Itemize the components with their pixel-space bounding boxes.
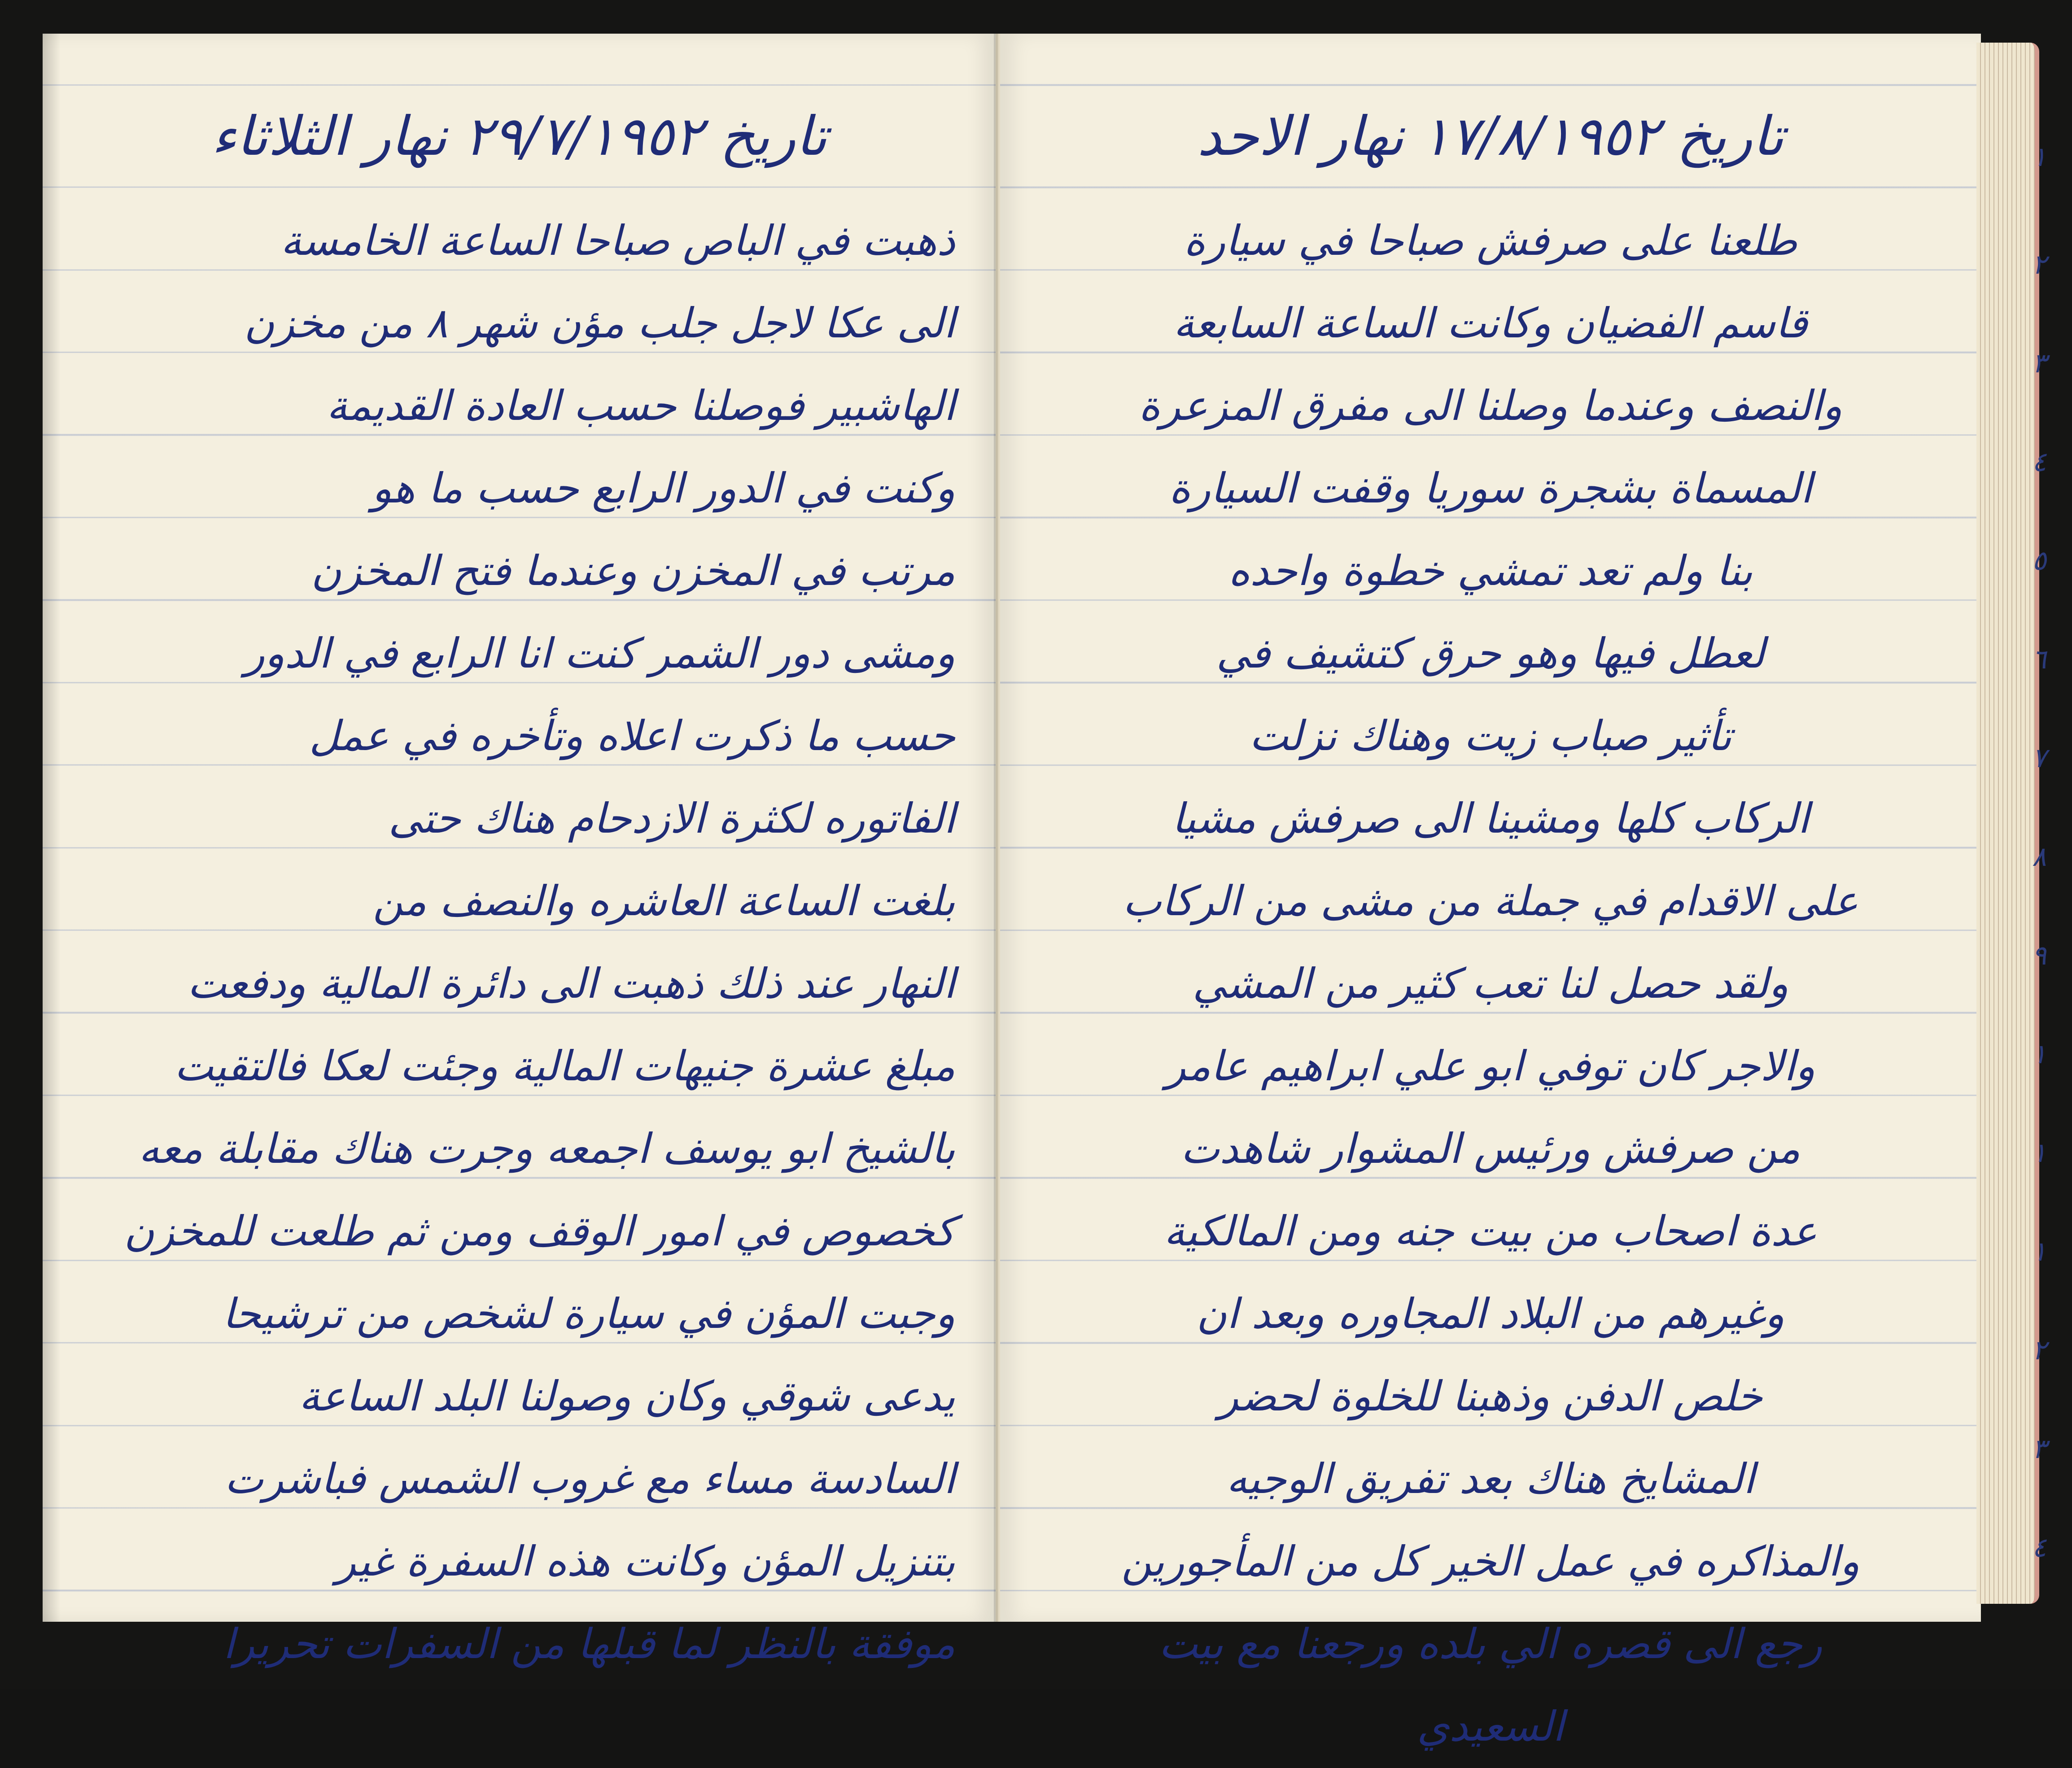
handwritten-line: ومشى دور الشمر كنت انا الرابع في الدور — [245, 629, 955, 677]
handwritten-line: وكنت في الدور الرابع حسب ما هو — [372, 464, 955, 512]
handwritten-line: مبلغ عشرة جنيهات المالية وجئت لعكا فالتقيت — [174, 1042, 955, 1090]
margin-mark: ٤ — [2032, 1532, 2047, 1563]
margin-mark: ١ — [2032, 141, 2047, 173]
handwritten-line: النهار عند ذلك ذهبت الى دائرة المالية ودفعت — [187, 960, 955, 1008]
handwritten-line: الركاب كلها ومشينا الى صرفش مشيا — [1172, 795, 1810, 843]
handwritten-line: مرتب في المخزن وعندما فتح المخزن — [311, 547, 955, 595]
handwritten-line: رجع الى قصره الي بلده ورجعنا مع بيت — [1158, 1620, 1823, 1668]
handwritten-line: والنصف وعندما وصلنا الى مفرق المزعرة — [1138, 382, 1843, 430]
handwritten-line: تأثير صباب زيت وهناك نزلت — [1249, 712, 1732, 760]
open-notebook — [43, 34, 2048, 1751]
margin-mark: ٢ — [2032, 249, 2047, 280]
margin-mark: ٣ — [2032, 1433, 2047, 1465]
handwritten-line: ذهبت في الباص صباحا الساعة الخامسة — [280, 217, 955, 265]
handwritten-line: الفاتوره لكثرة الازدحام هناك حتى — [388, 795, 955, 843]
handwritten-line: المشايخ هناك بعد تفريق الوجيه — [1226, 1455, 1755, 1503]
margin-mark: ٤ — [2032, 446, 2047, 478]
handwritten-line: موفقة بالنظر لما قبلها من السفرات تحريرا — [223, 1620, 955, 1668]
handwritten-line: قاسم الفضيان وكانت الساعة السابعة — [1173, 299, 1808, 347]
handwritten-line: على الاقدام في جملة من مشى من الركاب — [1123, 877, 1858, 925]
handwritten-line: خلص الدفن وذهبنا للخلوة لحضر — [1218, 1372, 1763, 1420]
handwritten-line: بلغت الساعة العاشره والنصف من — [373, 877, 955, 925]
right-page-text — [1040, 200, 1941, 1768]
handwritten-line: السادسة مساء مع غروب الشمس فباشرت — [224, 1455, 955, 1503]
margin-mark: ١ — [2032, 1039, 2047, 1070]
handwritten-line: ولقد حصل لنا تعب كثير من المشي — [1192, 960, 1789, 1008]
handwritten-line: بنا ولم تعد تمشي خطوة واحده — [1228, 547, 1753, 595]
margin-mark: ٨ — [2032, 841, 2047, 873]
page-edge-shadow — [43, 34, 61, 1622]
margin-mark: ٥ — [2032, 545, 2047, 576]
handwritten-line: والاجر كان توفي ابو علي ابراهيم عامر — [1166, 1042, 1815, 1090]
page-stack-edge — [1976, 43, 2039, 1604]
margin-mark: ٧ — [2032, 742, 2047, 774]
right-page-date-heading: تاريخ ١٧/٨/١٩٥٢ نهار الاحد — [1197, 105, 1784, 168]
margin-mark: ٦ — [2032, 644, 2047, 675]
handwritten-line: وغيرهم من البلاد المجاوره وبعد ان — [1196, 1290, 1785, 1338]
handwritten-line: كخصوص في امور الوقف ومن ثم طلعت للمخزن — [124, 1207, 955, 1255]
handwritten-line: حسب ما ذكرت اعلاه وتأخره في عمل — [309, 712, 955, 760]
handwritten-line: الى عكا لاجل جلب مؤن شهر ٨ من مخزن — [244, 299, 955, 347]
handwritten-line: يدعى شوقي وكان وصولنا البلد الساعة — [299, 1372, 955, 1420]
margin-mark: ١ — [2032, 1137, 2047, 1169]
handwritten-line: الهاشبير فوصلنا حسب العادة القديمة — [326, 382, 955, 430]
handwritten-line: لعطل فيها وهو حرق كتشيف في — [1216, 629, 1765, 677]
handwritten-line: طلعنا على صرفش صباحا في سيارة — [1184, 217, 1797, 265]
handwritten-line: المسماة بشجرة سوريا وقفت السيارة — [1169, 464, 1812, 512]
left-page-text — [83, 200, 955, 1685]
margin-mark: ١ — [2032, 1236, 2047, 1267]
handwritten-line: بالشيخ ابو يوسف اجمعه وجرت هناك مقابلة معه — [138, 1125, 955, 1173]
right-page — [998, 34, 1981, 1751]
margin-mark: ٢ — [2032, 1335, 2047, 1366]
margin-mark: ٣ — [2032, 348, 2047, 379]
handwritten-line: السعيدي — [1416, 1703, 1565, 1751]
left-page — [43, 34, 998, 1668]
margin-mark: ٩ — [2032, 940, 2047, 971]
left-page-date-heading: تاريخ ٢٩/٧/١٩٥٢ نهار الثلاثاء — [211, 105, 827, 168]
handwritten-line: وجبت المؤن في سيارة لشخص من ترشيحا — [222, 1290, 955, 1338]
handwritten-line: من صرفش ورئيس المشوار شاهدت — [1180, 1125, 1801, 1173]
handwritten-line: بتنزيل المؤن وكانت هذه السفرة غير — [336, 1537, 955, 1585]
handwritten-line: عدة اصحاب من بيت جنه ومن المالكية — [1163, 1207, 1817, 1255]
handwritten-line: والمذاكره في عمل الخير كل من المأجورين — [1121, 1537, 1860, 1585]
